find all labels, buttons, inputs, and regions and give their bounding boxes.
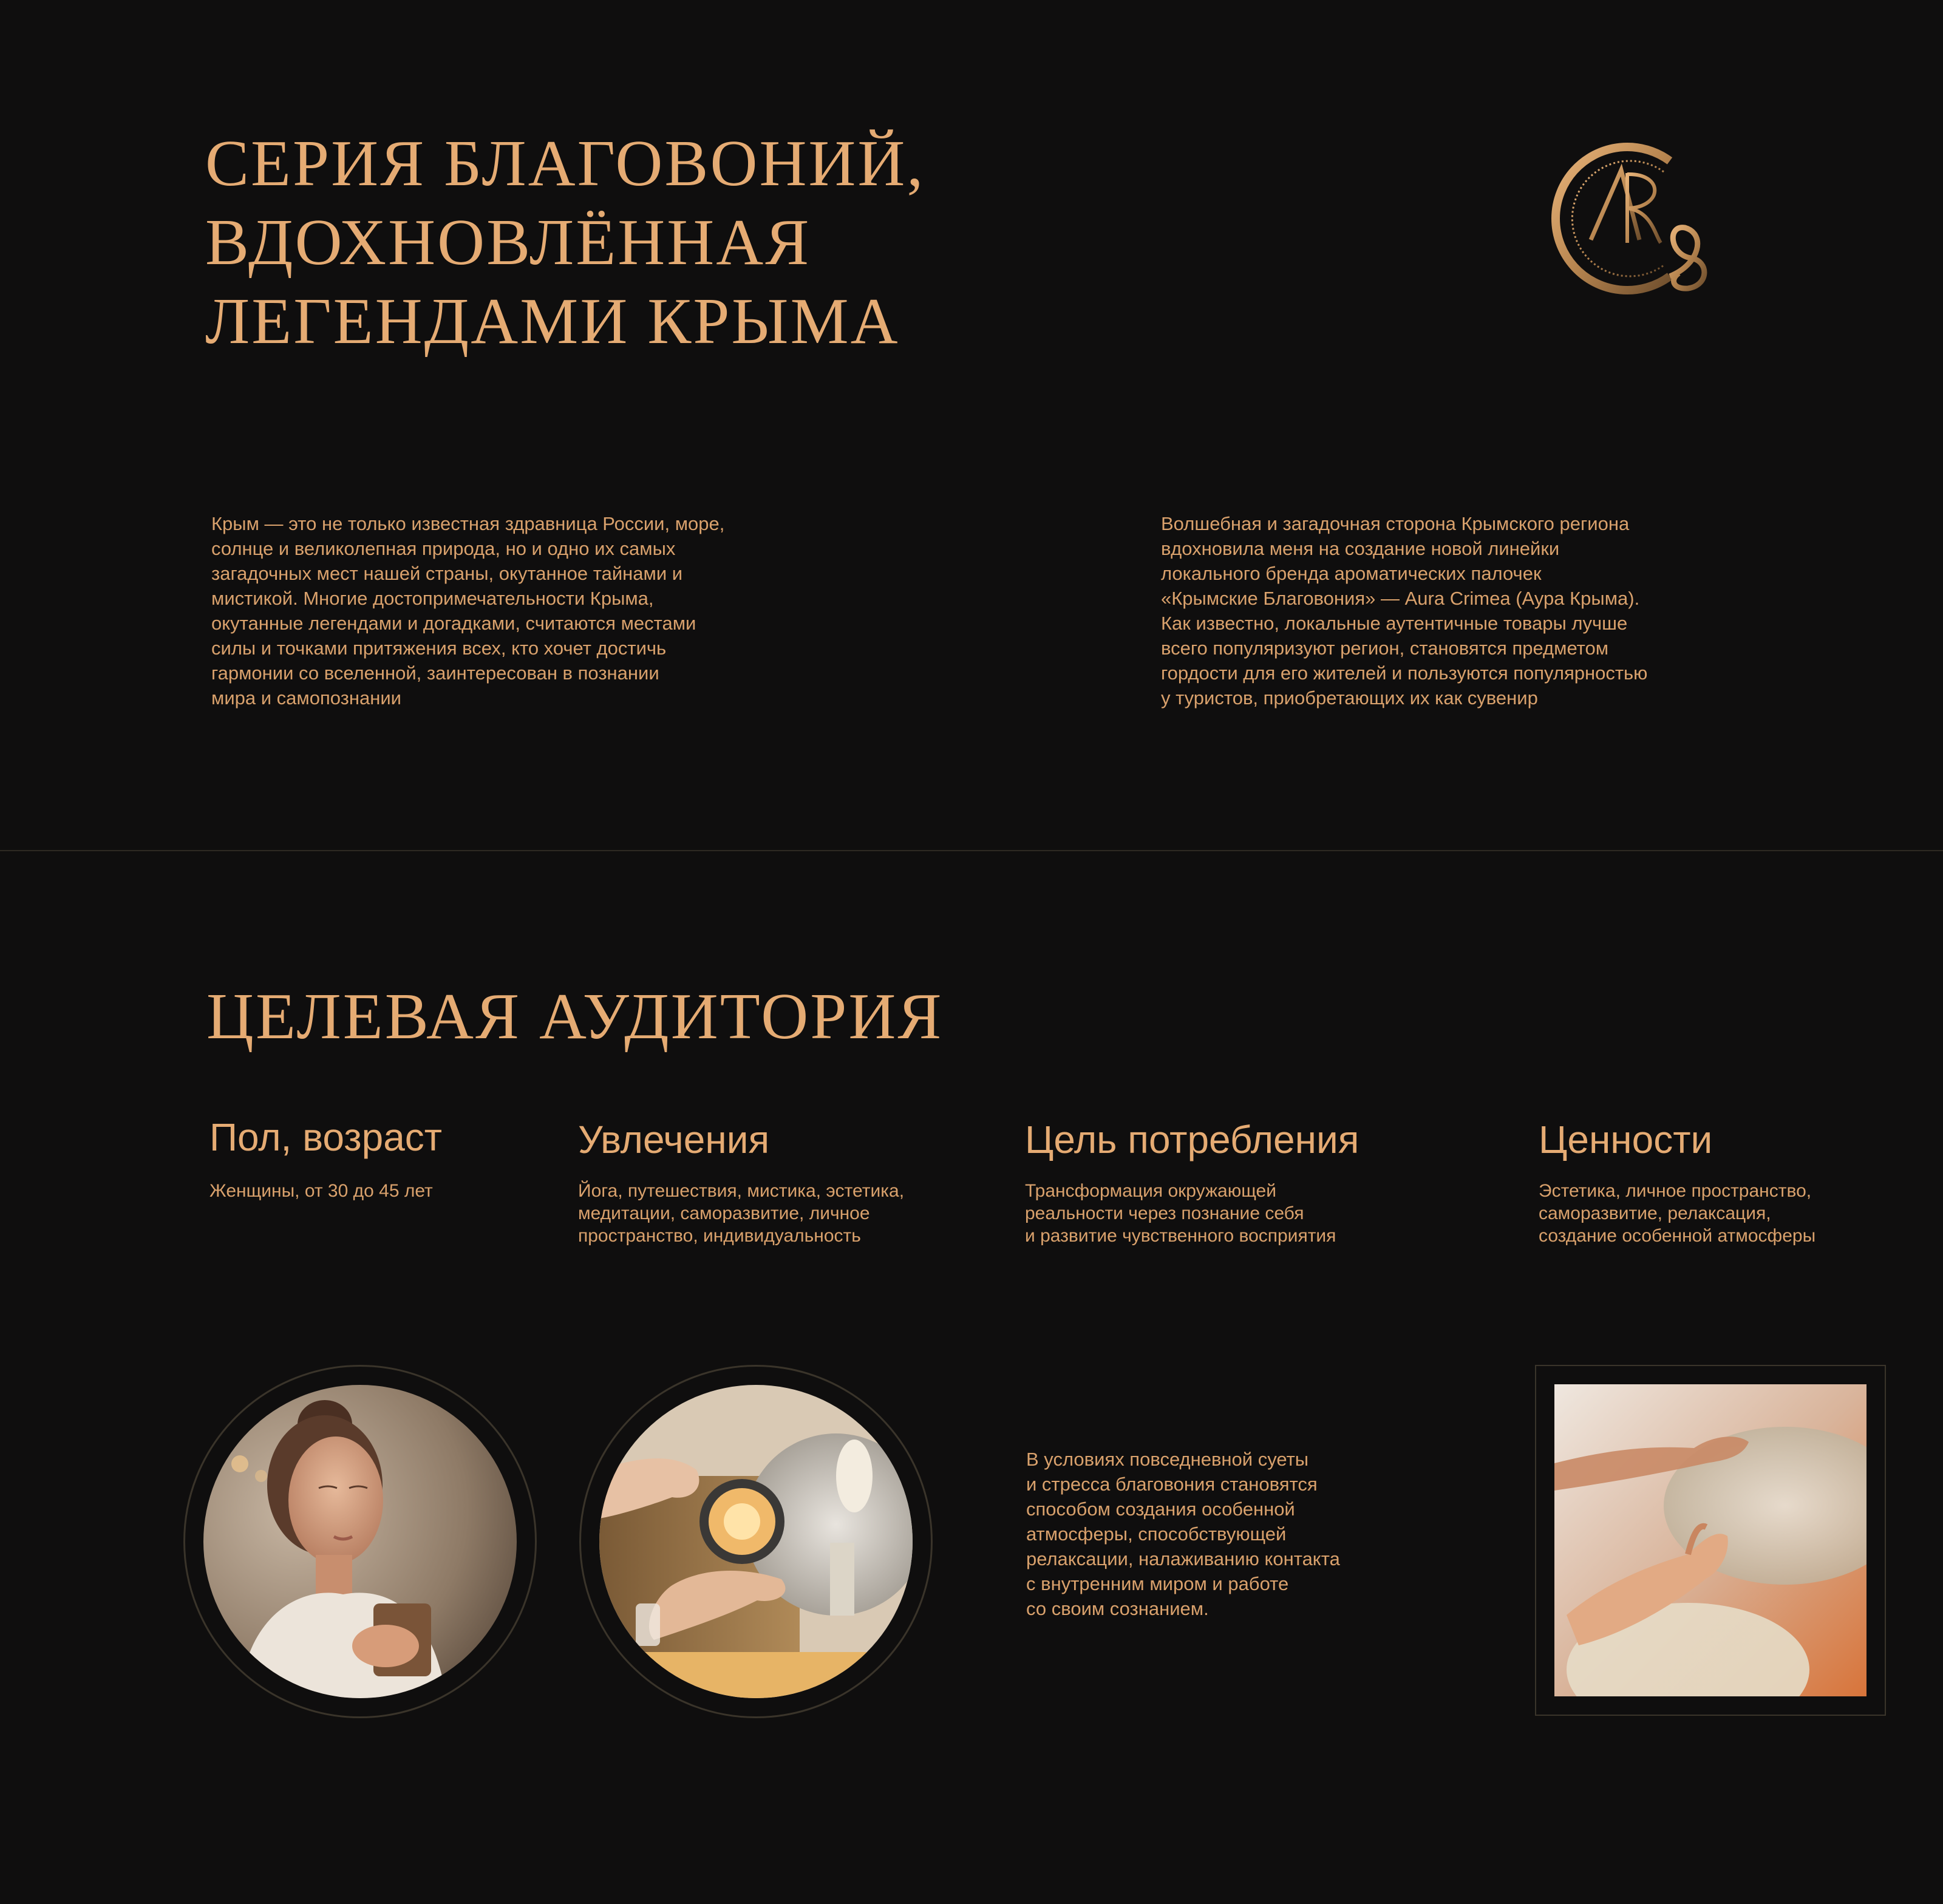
- text-line: мистикой. Многие достопримечательности Крыма,: [211, 588, 654, 609]
- text-line: релаксации, налаживанию контакта: [1026, 1548, 1340, 1569]
- text-line: В условиях повседневной суеты: [1026, 1449, 1309, 1470]
- text-line: способом создания особенной: [1026, 1498, 1295, 1520]
- column-text: саморазвитие, релаксация,: [1539, 1203, 1771, 1223]
- audience-column-purpose: [1025, 1115, 1450, 1247]
- text-line: и стресса благовония становятся: [1026, 1474, 1318, 1495]
- column-text: реальности через познание себя: [1025, 1203, 1304, 1223]
- aura-crimea-monogram-icon: [1548, 137, 1712, 301]
- intro-right-paragraph: [1161, 511, 1738, 710]
- text-line: мира и самопознании: [211, 687, 401, 709]
- text-line: гармонии со вселенной, заинтересован в познании: [211, 662, 659, 684]
- text-line: загадочных мест нашей страны, окутанное тайнами и: [211, 563, 683, 584]
- audience-quote-paragraph: [1026, 1447, 1451, 1621]
- text-line: окутанные легендами и догадками, считаются местами: [211, 613, 696, 634]
- hero-title-line-1: СЕРИЯ БЛАГОВОНИЙ,: [205, 127, 925, 200]
- text-line: со своим сознанием.: [1026, 1598, 1209, 1619]
- text-line: локального бренда ароматических палочек: [1161, 563, 1542, 584]
- hero-title: [205, 124, 925, 361]
- column-heading: Ценности: [1539, 1118, 1713, 1161]
- text-line: с внутренним миром и работе: [1026, 1573, 1289, 1594]
- audience-title: ЦЕЛЕВАЯ АУДИТОРИЯ: [206, 981, 944, 1053]
- text-line: «Крымские Благовония» — Aura Crimea (Аура Крыма).: [1161, 588, 1640, 609]
- text-line: у туристов, приобретающих их как сувенир: [1161, 687, 1538, 709]
- hero-title-line-3: ЛЕГЕНДАМИ КРЫМА: [205, 285, 900, 358]
- meditation-hands-photo: [1554, 1384, 1866, 1696]
- column-text: Йога, путешествия, мистика, эстетика,: [578, 1181, 905, 1201]
- column-text: Эстетика, личное пространство,: [1539, 1181, 1812, 1201]
- woman-relaxing-photo: [203, 1385, 517, 1698]
- intro-left-paragraph: [211, 511, 818, 710]
- hero-title-line-2: ВДОХНОВЛЁННАЯ: [205, 206, 811, 279]
- text-line: Волшебная и загадочная сторона Крымского региона: [1161, 513, 1630, 534]
- audience-column-gender-age: [209, 1113, 550, 1202]
- audience-column-values: [1539, 1115, 1915, 1247]
- text-line: Крым — это не только известная здравница России, море,: [211, 513, 725, 534]
- column-text: медитации, саморазвитие, личное: [578, 1203, 870, 1223]
- section-divider: [0, 850, 1943, 851]
- column-heading: Цель потребления: [1025, 1118, 1359, 1161]
- text-line: всего популяризуют регион, становятся предметом: [1161, 638, 1609, 659]
- column-text: Женщины, от 30 до 45 лет: [209, 1181, 433, 1201]
- column-heading: Увлечения: [578, 1118, 770, 1161]
- audience-column-hobbies: [578, 1115, 991, 1247]
- column-text: Трансформация окружающей: [1025, 1181, 1276, 1201]
- text-line: солнце и великолепная природа, но и одно их самых: [211, 538, 676, 559]
- text-line: вдохновила меня на создание новой линейки: [1161, 538, 1560, 559]
- column-heading: Пол, возраст: [209, 1115, 443, 1159]
- text-line: гордости для его жителей и пользуются популярностью: [1161, 662, 1648, 684]
- candle-hands-photo: [599, 1385, 913, 1698]
- column-text: и развитие чувственного восприятия: [1025, 1226, 1336, 1246]
- column-text: создание особенной атмосферы: [1539, 1226, 1816, 1246]
- text-line: силы и точками притяжения всех, кто хочет достичь: [211, 638, 667, 659]
- column-text: пространство, индивидуальность: [578, 1226, 861, 1246]
- text-line: атмосферы, способствующей: [1026, 1523, 1287, 1545]
- text-line: Как известно, локальные аутентичные товары лучше: [1161, 613, 1628, 634]
